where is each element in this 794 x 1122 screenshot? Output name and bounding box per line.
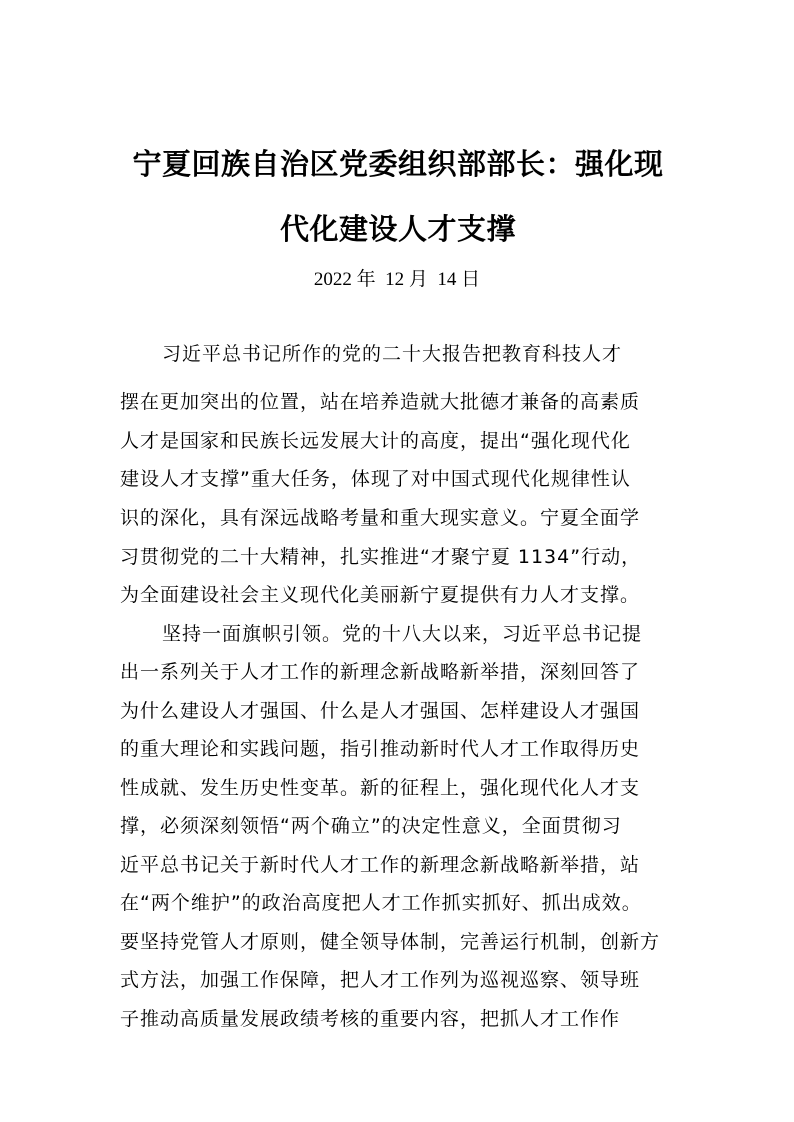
- paragraph-2-line-10: 式方法，加强工作保障，把人才工作列为巡视巡察、领导班: [120, 969, 641, 991]
- paragraph-1-line-4: 建设人才支撑”重大任务，体现了对中国式现代化规律性认: [120, 468, 631, 490]
- paragraph-2-line-9: 要坚持党管人才原则，健全领导体制，完善运行机制，创新方: [120, 931, 661, 953]
- paragraph-1-line-1: 习近平总书记所作的党的二十大报告把教育科技人才: [162, 343, 623, 365]
- paragraph-1-line-3: 人才是国家和民族长远发展大计的高度，提出“强化现代化: [120, 430, 631, 452]
- paragraph-1-line-5: 识的深化，具有深远战略考量和重大现实意义。宁夏全面学: [120, 507, 641, 529]
- paragraph-1-line-7: 为全面建设社会主义现代化美丽新宁夏提供有力人才支撑。: [120, 584, 641, 606]
- paragraph-2-line-6: 撑，必须深刻领悟“两个确立”的决定性意义，全面贯彻习: [120, 815, 622, 837]
- paragraph-2-line-4: 的重大理论和实践问题，指引推动新时代人才工作取得历史: [120, 738, 641, 760]
- paragraph-1-line-2: 摆在更加突出的位置，站在培养造就大批德才兼备的高素质: [120, 391, 641, 413]
- paragraph-1-line-6: 习贯彻党的二十大精神，扎实推进“才聚宁夏 1134”行动，: [120, 546, 642, 568]
- article-body: [120, 0, 680, 1122]
- article-title-line-2: 代化建设人才支撑: [279, 212, 516, 246]
- paragraph-2-line-5: 性成就、发生历史性变革。新的征程上，强化现代化人才支: [120, 777, 641, 799]
- publish-date: 2022 年 12 月 14 日: [313, 269, 481, 290]
- paragraph-2-line-8: 在“两个维护”的政治高度把人才工作抓实抓好、抓出成效。: [120, 892, 642, 914]
- paragraph-2-line-3: 为什么建设人才强国、什么是人才强国、怎样建设人才强国: [120, 700, 641, 722]
- paragraph-2-line-11: 子推动高质量发展政绩考核的重要内容，把抓人才工作作: [120, 1008, 621, 1030]
- paragraph-2-line-7: 近平总书记关于新时代人才工作的新理念新战略新举措，站: [120, 854, 641, 876]
- article-title-line-1: 宁夏回族自治区党委组织部部长：强化现: [132, 147, 664, 181]
- paragraph-2-line-2: 出一系列关于人才工作的新理念新战略新举措，深刻回答了: [120, 661, 641, 683]
- paragraph-2-line-1: 坚持一面旗帜引领。党的十八大以来，习近平总书记提: [162, 623, 643, 645]
